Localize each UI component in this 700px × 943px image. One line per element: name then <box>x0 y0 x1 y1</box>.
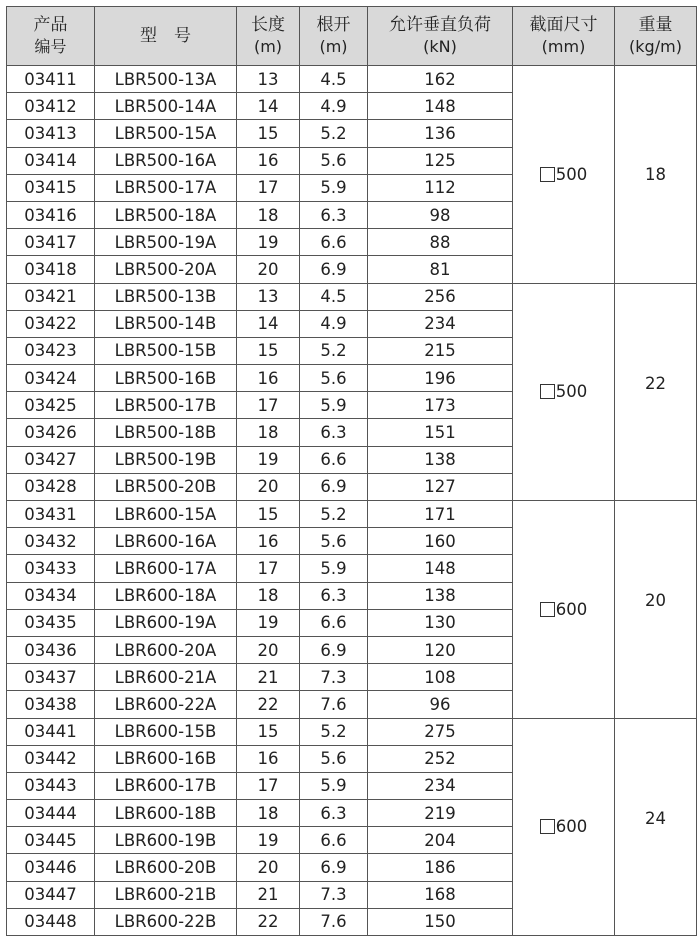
cell-weight: 24 <box>615 718 697 936</box>
spec-table-wrapper <box>6 6 697 936</box>
cell-model: LBR600-22A <box>95 691 237 718</box>
cell-length: 16 <box>237 528 300 555</box>
cell-length: 19 <box>237 446 300 473</box>
cell-model: LBR500-18A <box>95 201 237 228</box>
cell-vertical-load: 196 <box>368 365 513 392</box>
cell-vertical-load: 125 <box>368 147 513 174</box>
cell-vertical-load: 215 <box>368 337 513 364</box>
cell-length: 18 <box>237 201 300 228</box>
cell-length: 15 <box>237 120 300 147</box>
cell-model: LBR600-20B <box>95 854 237 881</box>
cell-length: 18 <box>237 582 300 609</box>
cell-length: 19 <box>237 827 300 854</box>
header-weight <box>615 7 697 66</box>
cell-vertical-load: 96 <box>368 691 513 718</box>
cell-vertical-load: 138 <box>368 446 513 473</box>
cell-model: LBR500-16B <box>95 365 237 392</box>
cell-section-size <box>513 66 615 284</box>
cell-length: 17 <box>237 555 300 582</box>
cell-product-code: 03437 <box>7 664 95 691</box>
cell-product-code: 03411 <box>7 66 95 93</box>
cell-model: LBR600-18A <box>95 582 237 609</box>
cell-root-span: 7.3 <box>300 881 368 908</box>
cell-root-span: 5.2 <box>300 501 368 528</box>
cell-root-span: 5.2 <box>300 120 368 147</box>
cell-product-code: 03415 <box>7 174 95 201</box>
section-size-value: 600 <box>555 599 588 619</box>
cell-product-code: 03448 <box>7 908 95 935</box>
cell-model: LBR500-15A <box>95 120 237 147</box>
cell-root-span: 6.6 <box>300 446 368 473</box>
cell-root-span: 6.6 <box>300 827 368 854</box>
cell-root-span: 5.6 <box>300 528 368 555</box>
cell-model: LBR500-13A <box>95 66 237 93</box>
cell-length: 19 <box>237 229 300 256</box>
cell-root-span: 5.9 <box>300 392 368 419</box>
cell-root-span: 4.9 <box>300 310 368 337</box>
cell-length: 20 <box>237 636 300 663</box>
cell-root-span: 6.9 <box>300 854 368 881</box>
cell-model: LBR600-15B <box>95 718 237 745</box>
header-root-span-line1: 根开 <box>316 15 351 35</box>
cell-root-span: 5.6 <box>300 745 368 772</box>
cell-vertical-load: 148 <box>368 93 513 120</box>
table-row <box>7 501 697 528</box>
header-length-unit: (m) <box>253 37 283 56</box>
cell-product-code: 03441 <box>7 718 95 745</box>
cell-vertical-load: 112 <box>368 174 513 201</box>
cell-root-span: 4.9 <box>300 93 368 120</box>
cell-length: 20 <box>237 473 300 500</box>
cell-model: LBR600-22B <box>95 908 237 935</box>
section-size-value: 500 <box>555 164 588 184</box>
square-section-icon <box>540 819 555 834</box>
cell-section-size <box>513 718 615 936</box>
header-section <box>513 7 615 66</box>
cell-product-code: 03431 <box>7 501 95 528</box>
cell-product-code: 03412 <box>7 93 95 120</box>
cell-root-span: 5.9 <box>300 174 368 201</box>
cell-root-span: 6.3 <box>300 800 368 827</box>
cell-model: LBR600-21B <box>95 881 237 908</box>
cell-length: 20 <box>237 256 300 283</box>
cell-product-code: 03424 <box>7 365 95 392</box>
cell-product-code: 03425 <box>7 392 95 419</box>
square-section-icon <box>540 384 555 399</box>
cell-product-code: 03442 <box>7 745 95 772</box>
cell-vertical-load: 275 <box>368 718 513 745</box>
cell-model: LBR500-14A <box>95 93 237 120</box>
header-vertical-load-unit: (kN) <box>423 37 457 56</box>
header-product-code-line1: 产品 <box>33 15 68 35</box>
header-product-code <box>7 7 95 66</box>
cell-vertical-load: 160 <box>368 528 513 555</box>
cell-length: 18 <box>237 419 300 446</box>
cell-model: LBR500-13B <box>95 283 237 310</box>
cell-vertical-load: 171 <box>368 501 513 528</box>
cell-vertical-load: 168 <box>368 881 513 908</box>
cell-model: LBR500-17B <box>95 392 237 419</box>
cell-model: LBR500-17A <box>95 174 237 201</box>
cell-vertical-load: 252 <box>368 745 513 772</box>
table-row <box>7 66 697 93</box>
cell-vertical-load: 256 <box>368 283 513 310</box>
cell-product-code: 03445 <box>7 827 95 854</box>
cell-model: LBR500-15B <box>95 337 237 364</box>
cell-length: 22 <box>237 908 300 935</box>
cell-product-code: 03434 <box>7 582 95 609</box>
cell-vertical-load: 88 <box>368 229 513 256</box>
cell-length: 19 <box>237 609 300 636</box>
cell-vertical-load: 136 <box>368 120 513 147</box>
cell-model: LBR600-16B <box>95 745 237 772</box>
cell-product-code: 03428 <box>7 473 95 500</box>
cell-root-span: 5.2 <box>300 718 368 745</box>
cell-root-span: 5.2 <box>300 337 368 364</box>
header-root-span-unit: (m) <box>319 37 348 56</box>
cell-root-span: 6.3 <box>300 419 368 446</box>
cell-model: LBR500-18B <box>95 419 237 446</box>
cell-vertical-load: 162 <box>368 66 513 93</box>
cell-vertical-load: 204 <box>368 827 513 854</box>
cell-model: LBR500-16A <box>95 147 237 174</box>
cell-product-code: 03426 <box>7 419 95 446</box>
cell-vertical-load: 127 <box>368 473 513 500</box>
cell-root-span: 5.6 <box>300 365 368 392</box>
cell-root-span: 5.9 <box>300 555 368 582</box>
cell-vertical-load: 151 <box>368 419 513 446</box>
header-weight-unit: (kg/m) <box>629 37 682 56</box>
cell-model: LBR600-21A <box>95 664 237 691</box>
cell-weight: 18 <box>615 66 697 284</box>
cell-vertical-load: 186 <box>368 854 513 881</box>
cell-model: LBR600-20A <box>95 636 237 663</box>
section-size-value: 500 <box>555 382 588 402</box>
cell-model: LBR600-15A <box>95 501 237 528</box>
cell-section-size <box>513 283 615 501</box>
cell-root-span: 6.9 <box>300 473 368 500</box>
section-size-value: 600 <box>555 817 588 837</box>
cell-section-size <box>513 501 615 719</box>
cell-model: LBR500-19A <box>95 229 237 256</box>
cell-product-code: 03444 <box>7 800 95 827</box>
header-vertical-load <box>368 7 513 66</box>
cell-root-span: 4.5 <box>300 283 368 310</box>
cell-model: LBR500-19B <box>95 446 237 473</box>
header-root-span <box>300 7 368 66</box>
table-body <box>7 66 697 936</box>
cell-vertical-load: 219 <box>368 800 513 827</box>
cell-product-code: 03447 <box>7 881 95 908</box>
cell-vertical-load: 148 <box>368 555 513 582</box>
header-section-unit: (mm) <box>541 37 586 56</box>
cell-model: LBR500-14B <box>95 310 237 337</box>
header-vertical-load-line1: 允许垂直负荷 <box>389 15 491 35</box>
cell-vertical-load: 234 <box>368 772 513 799</box>
header-length-line1: 长度 <box>251 15 285 35</box>
header-weight-line1: 重量 <box>638 15 673 35</box>
header-model <box>95 7 237 66</box>
cell-vertical-load: 138 <box>368 582 513 609</box>
cell-root-span: 7.3 <box>300 664 368 691</box>
header-model-label: 型 号 <box>140 26 191 46</box>
cell-product-code: 03443 <box>7 772 95 799</box>
cell-product-code: 03446 <box>7 854 95 881</box>
cell-product-code: 03414 <box>7 147 95 174</box>
cell-length: 13 <box>237 66 300 93</box>
cell-vertical-load: 120 <box>368 636 513 663</box>
square-section-icon <box>540 602 555 617</box>
cell-product-code: 03436 <box>7 636 95 663</box>
cell-vertical-load: 173 <box>368 392 513 419</box>
cell-length: 13 <box>237 283 300 310</box>
cell-model: LBR600-17B <box>95 772 237 799</box>
cell-product-code: 03423 <box>7 337 95 364</box>
cell-weight: 20 <box>615 501 697 719</box>
cell-vertical-load: 234 <box>368 310 513 337</box>
cell-length: 21 <box>237 664 300 691</box>
cell-product-code: 03432 <box>7 528 95 555</box>
header-length <box>237 7 300 66</box>
cell-model: LBR600-16A <box>95 528 237 555</box>
cell-length: 17 <box>237 392 300 419</box>
cell-root-span: 6.9 <box>300 256 368 283</box>
cell-model: LBR500-20A <box>95 256 237 283</box>
cell-length: 16 <box>237 745 300 772</box>
cell-length: 14 <box>237 310 300 337</box>
cell-length: 15 <box>237 337 300 364</box>
cell-root-span: 5.6 <box>300 147 368 174</box>
cell-length: 22 <box>237 691 300 718</box>
cell-product-code: 03422 <box>7 310 95 337</box>
cell-product-code: 03433 <box>7 555 95 582</box>
cell-length: 14 <box>237 93 300 120</box>
cell-model: LBR500-20B <box>95 473 237 500</box>
cell-length: 17 <box>237 174 300 201</box>
cell-product-code: 03417 <box>7 229 95 256</box>
cell-vertical-load: 108 <box>368 664 513 691</box>
cell-length: 15 <box>237 501 300 528</box>
cell-length: 18 <box>237 800 300 827</box>
cell-root-span: 6.6 <box>300 609 368 636</box>
cell-vertical-load: 130 <box>368 609 513 636</box>
cell-root-span: 5.9 <box>300 772 368 799</box>
square-section-icon <box>540 167 555 182</box>
cell-weight: 22 <box>615 283 697 501</box>
cell-length: 20 <box>237 854 300 881</box>
cell-vertical-load: 81 <box>368 256 513 283</box>
table-row <box>7 283 697 310</box>
cell-model: LBR600-17A <box>95 555 237 582</box>
spec-table <box>6 6 697 936</box>
cell-product-code: 03418 <box>7 256 95 283</box>
cell-product-code: 03427 <box>7 446 95 473</box>
table-row <box>7 718 697 745</box>
cell-root-span: 6.9 <box>300 636 368 663</box>
cell-length: 15 <box>237 718 300 745</box>
cell-vertical-load: 150 <box>368 908 513 935</box>
cell-root-span: 7.6 <box>300 908 368 935</box>
cell-model: LBR600-19B <box>95 827 237 854</box>
header-row <box>7 7 697 66</box>
cell-product-code: 03413 <box>7 120 95 147</box>
cell-model: LBR600-18B <box>95 800 237 827</box>
cell-vertical-load: 98 <box>368 201 513 228</box>
header-section-line1: 截面尺寸 <box>529 15 598 35</box>
cell-root-span: 7.6 <box>300 691 368 718</box>
cell-product-code: 03438 <box>7 691 95 718</box>
cell-root-span: 6.3 <box>300 201 368 228</box>
cell-model: LBR600-19A <box>95 609 237 636</box>
cell-product-code: 03435 <box>7 609 95 636</box>
header-product-code-line2: 编号 <box>34 37 67 56</box>
cell-product-code: 03416 <box>7 201 95 228</box>
cell-root-span: 6.6 <box>300 229 368 256</box>
cell-length: 17 <box>237 772 300 799</box>
cell-length: 16 <box>237 365 300 392</box>
cell-root-span: 4.5 <box>300 66 368 93</box>
cell-root-span: 6.3 <box>300 582 368 609</box>
cell-length: 21 <box>237 881 300 908</box>
cell-product-code: 03421 <box>7 283 95 310</box>
cell-length: 16 <box>237 147 300 174</box>
